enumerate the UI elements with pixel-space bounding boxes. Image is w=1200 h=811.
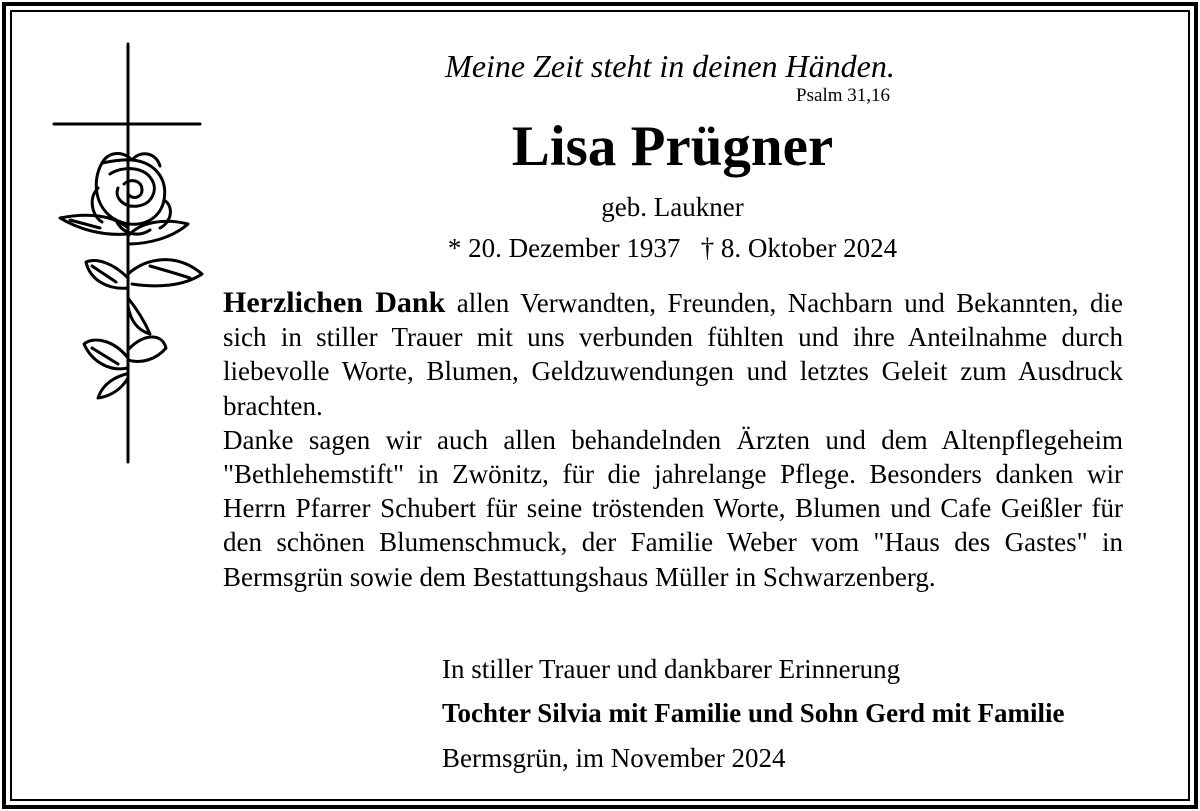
mourning-line: In stiller Trauer und dankbarer Erinnerung bbox=[442, 654, 901, 684]
birth-name: geb. Laukner bbox=[601, 192, 744, 222]
deceased-name: Lisa Prügner bbox=[511, 115, 834, 178]
thank-you-text bbox=[223, 286, 1123, 594]
signatories: Tochter Silvia mit Familie und Sohn Gerd mit Familie bbox=[442, 698, 1065, 728]
lead-phrase: Herzlichen Dank bbox=[223, 286, 446, 319]
verse-reference: Psalm 31,16 bbox=[796, 85, 890, 106]
death-date: † 8. Oktober 2024 bbox=[700, 233, 898, 263]
paragraph-1-text: allen Verwandten, Freunden, Nachbarn und Bekannten, die sich in stiller Trauer mit uns verbunden fühlten und ihre Anteilnahme durch liebevolle Worte, Blumen, Geldzuwendungen und letztes Geleit zum Ausdruck brachten. bbox=[223, 288, 1123, 421]
paragraph-2: Danke sagen wir auch allen behandelnden Ärzten und dem Altenpflegeheim "Bethlehemstift" in Zwönitz, für die jahrelange Pflege. Besonders danken wir Herrn Pfarrer Schubert für seine tröstenden Worte, Blumen und Cafe Geißler für den schönen Blumenschmuck, der Familie Weber vom "Haus des Gastes" in Bermsgrün sowie dem Bestattungshaus Müller in Schwarzenberg. bbox=[223, 424, 1123, 592]
paragraph-1 bbox=[223, 286, 1123, 423]
birth-date: * 20. Dezember 1937 bbox=[447, 233, 681, 263]
bible-verse: Meine Zeit steht in deinen Händen. bbox=[445, 48, 895, 84]
place-date: Bermsgrün, im November 2024 bbox=[442, 743, 786, 773]
cross-with-rose-icon bbox=[40, 38, 215, 468]
life-dates bbox=[360, 231, 985, 265]
